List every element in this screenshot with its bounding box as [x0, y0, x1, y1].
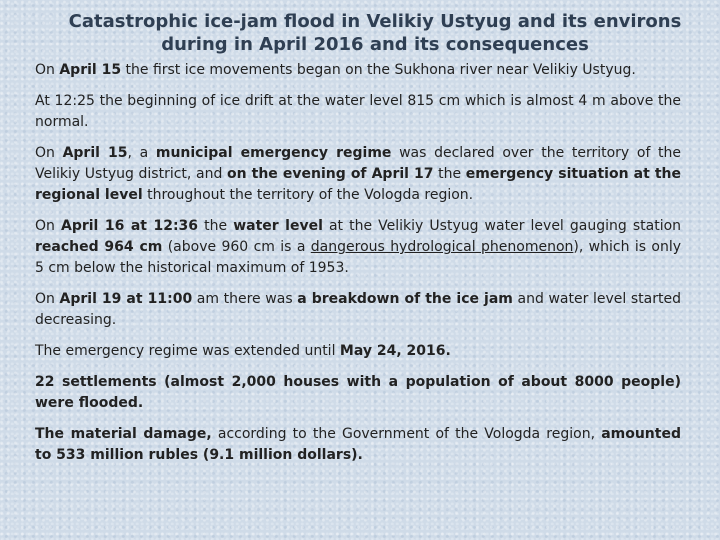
paragraph-3: [35, 143, 681, 206]
text: (above 960 cm is a: [162, 239, 311, 255]
text: The emergency regime was extended until: [35, 343, 340, 359]
text: On: [35, 291, 60, 307]
bold-text: April 15: [62, 145, 128, 161]
text: according to the Government of the Vologda region,: [211, 426, 602, 442]
text: at the Velikiy Ustyug water level gauging station: [322, 218, 682, 234]
text: On: [35, 218, 61, 234]
bold-text: April 16 at 12:36: [60, 218, 199, 234]
bold-text: on the evening of April 17: [227, 166, 434, 182]
text: throughout the territory of the Vologda region.: [142, 187, 474, 203]
text: ), which is only 5 cm below the historical maximum of 1953.: [35, 239, 681, 276]
title-line-1: Catastrophic ice-jam flood in Velikiy Ustyug and its environs: [68, 11, 682, 32]
text: On: [35, 145, 63, 161]
paragraph-1: [35, 60, 681, 81]
bold-text: April 15: [59, 62, 122, 78]
bold-text: amounted to 533 million rubles (9.1 million dollars).: [35, 426, 681, 463]
bold-text: municipal emergency regime: [155, 145, 392, 161]
paragraph-8: [35, 424, 681, 466]
text: the first ice movements began on the Sukhona river near Velikiy Ustyug.: [121, 62, 636, 78]
text: the: [198, 218, 234, 234]
paragraph-7: [35, 372, 681, 414]
paragraph-2: [35, 91, 681, 133]
underlined-text: dangerous hydrological phenomenon: [310, 239, 574, 255]
text: On: [35, 62, 60, 78]
bold-text: April 19 at 11:00: [59, 291, 193, 307]
bold-text: reached 964 cm: [35, 239, 163, 255]
text: the: [433, 166, 466, 182]
title-line-2: during in April 2016 and its consequences: [161, 34, 589, 55]
bold-text: a breakdown of the ice jam: [297, 291, 513, 307]
text: am there was: [192, 291, 298, 307]
paragraph-5: [35, 289, 681, 331]
bold-text: 22 settlements (almost 2,000 houses with a population of about 8000 people) were flooded.: [35, 374, 681, 411]
bold-text: May 24, 2016.: [339, 343, 451, 359]
slide-title: [40, 10, 710, 56]
slide-body: [35, 60, 681, 476]
text: and water level started decreasing.: [35, 291, 681, 328]
paragraph-4: [35, 216, 681, 279]
text: At 12:25 the beginning of ice drift at the water level 815 cm which is almost 4 m above the normal.: [35, 93, 681, 130]
bold-text: emergency situation at the regional level: [35, 166, 681, 203]
text: was declared over the territory of the Velikiy Ustyug district, and: [35, 145, 682, 182]
text: , a: [127, 145, 156, 161]
bold-text: water level: [233, 218, 323, 234]
paragraph-6: [35, 341, 681, 362]
bold-text: The material damage,: [35, 426, 212, 442]
